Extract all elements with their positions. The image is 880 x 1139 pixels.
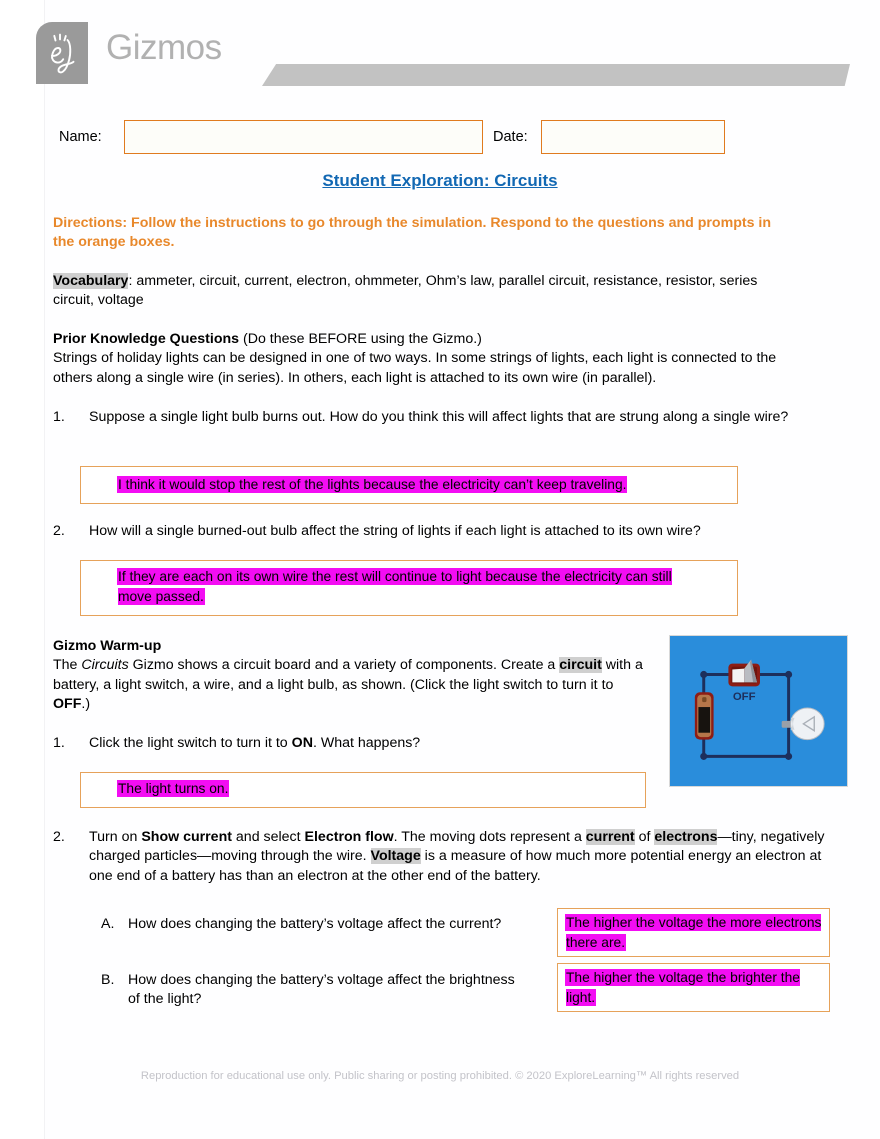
name-label: Name: bbox=[59, 129, 102, 145]
warmup-question-1-text: Click the light switch to turn it to ON. What happens? bbox=[89, 735, 421, 751]
warmup-heading: Gizmo Warm-up bbox=[53, 638, 162, 654]
answer-text-a: The higher the voltage the more electrons there are. bbox=[566, 915, 822, 950]
prior-knowledge-heading: Prior Knowledge Questions bbox=[53, 331, 240, 347]
term-electron-flow: Electron flow bbox=[304, 829, 394, 845]
question-2-text: How will a single burned-out bulb affect the string of lights if each light is attached to its own wire? bbox=[89, 523, 701, 539]
vocabulary-list: ammeter, circuit, current, electron, ohmmeter, Ohm’s law, parallel circuit, resistance, resistor, series circuit, voltage bbox=[53, 273, 758, 309]
warmup-line-pre: The bbox=[53, 657, 82, 674]
answer-text-2: If they are each on its own wire the rest will continue to light because the electricity can still move passed. bbox=[118, 569, 672, 604]
question-1-text: Suppose a single light bulb burns out. How do you think this will affect lights that are strung along a single wire? bbox=[89, 409, 789, 425]
sub-question-b-letter: B. bbox=[101, 972, 115, 988]
light-switch-component bbox=[728, 660, 760, 687]
directions-text: Directions: Follow the instructions to go through the simulation. Respond to the questions and prompts in the orange boxes. bbox=[53, 215, 772, 251]
sub-question-b-text: How does changing the battery’s voltage affect the brightness of the light? bbox=[128, 972, 515, 1008]
header-accent-bar bbox=[262, 64, 850, 86]
answer-text-b: The higher the voltage the brighter the light. bbox=[566, 970, 800, 1005]
warmup-term-circuit: circuit bbox=[559, 657, 602, 674]
question-1-number: 1. bbox=[53, 409, 65, 425]
gizmo-warmup-block bbox=[53, 637, 653, 715]
name-input[interactable] bbox=[124, 120, 483, 154]
sub-question-a-text: How does changing the battery’s voltage affect the current? bbox=[128, 916, 502, 932]
page-title[interactable]: Student Exploration: Circuits bbox=[322, 171, 558, 190]
sub-question-a-letter: A. bbox=[101, 916, 115, 932]
warmup-question-2-number: 2. bbox=[53, 829, 65, 845]
answer-text-3: The light turns on. bbox=[118, 781, 229, 796]
answer-text-1: I think it would stop the rest of the lights because the electricity can’t keep traveling. bbox=[118, 477, 627, 492]
warmup-line-end: .) bbox=[81, 696, 91, 713]
name-date-row bbox=[0, 120, 880, 156]
switch-state-label: OFF bbox=[732, 691, 756, 704]
question-2-number: 2. bbox=[53, 523, 65, 539]
date-input[interactable] bbox=[541, 120, 725, 154]
prior-knowledge-heading-note: (Do these BEFORE using the Gizmo.) bbox=[239, 331, 482, 347]
document-header bbox=[0, 22, 880, 84]
circuit-diagram-svg bbox=[670, 636, 847, 786]
warmup-line-mid: Gizmo shows a circuit board and a variety of components. Create a bbox=[128, 657, 560, 674]
warmup-question-2-text: Turn on Show current and select Electron flow. The moving dots represent a current of electrons—tiny, negatively charged particles—moving through the wire. Voltage is a measure of how much more potential energy an electron at one end of a battery has than an electron at the other end of the battery. bbox=[89, 829, 825, 884]
circuit-diagram-image bbox=[669, 635, 848, 787]
footer-copyright: Reproduction for educational use only. Public sharing or posting prohibited. © 2020 ExploreLearning™ All rights reserved bbox=[140, 1070, 740, 1082]
warmup-gizmo-name: Circuits bbox=[81, 657, 129, 674]
answer-box-2[interactable] bbox=[80, 560, 738, 616]
answer-box-1[interactable] bbox=[80, 466, 738, 504]
prior-knowledge-block bbox=[53, 330, 818, 388]
warmup-off-bold: OFF bbox=[53, 696, 82, 713]
vocabulary-separator: : bbox=[128, 273, 137, 289]
term-electrons: electrons bbox=[654, 829, 718, 845]
term-current: current bbox=[585, 829, 635, 845]
battery-component bbox=[695, 692, 714, 739]
warmup-line-post: with a battery, a light switch, a wire, and a light bulb, as shown. (Click the light switch to turn it to bbox=[53, 657, 643, 693]
gizmos-logo bbox=[36, 22, 88, 84]
warmup-question-1-number: 1. bbox=[53, 735, 65, 751]
answer-box-b[interactable] bbox=[557, 963, 830, 1012]
date-label: Date: bbox=[493, 129, 528, 145]
answer-box-a[interactable] bbox=[557, 908, 830, 957]
term-show-current: Show current bbox=[141, 829, 232, 845]
brand-name: Gizmos bbox=[106, 28, 222, 67]
warmup-q1-bold-on: ON bbox=[291, 735, 313, 751]
answer-box-3[interactable] bbox=[80, 772, 646, 808]
term-voltage: Voltage bbox=[370, 848, 421, 865]
explorelearning-el-icon bbox=[36, 22, 88, 84]
vocabulary-term: Vocabulary bbox=[53, 273, 129, 289]
prior-knowledge-intro: Strings of holiday lights can be designed in one of two ways. In some strings of lights, each light is connected to the others along a single wire (in series). In others, each light is attached to its own wire (in parallel). bbox=[53, 350, 777, 386]
vocabulary-line bbox=[53, 272, 801, 311]
